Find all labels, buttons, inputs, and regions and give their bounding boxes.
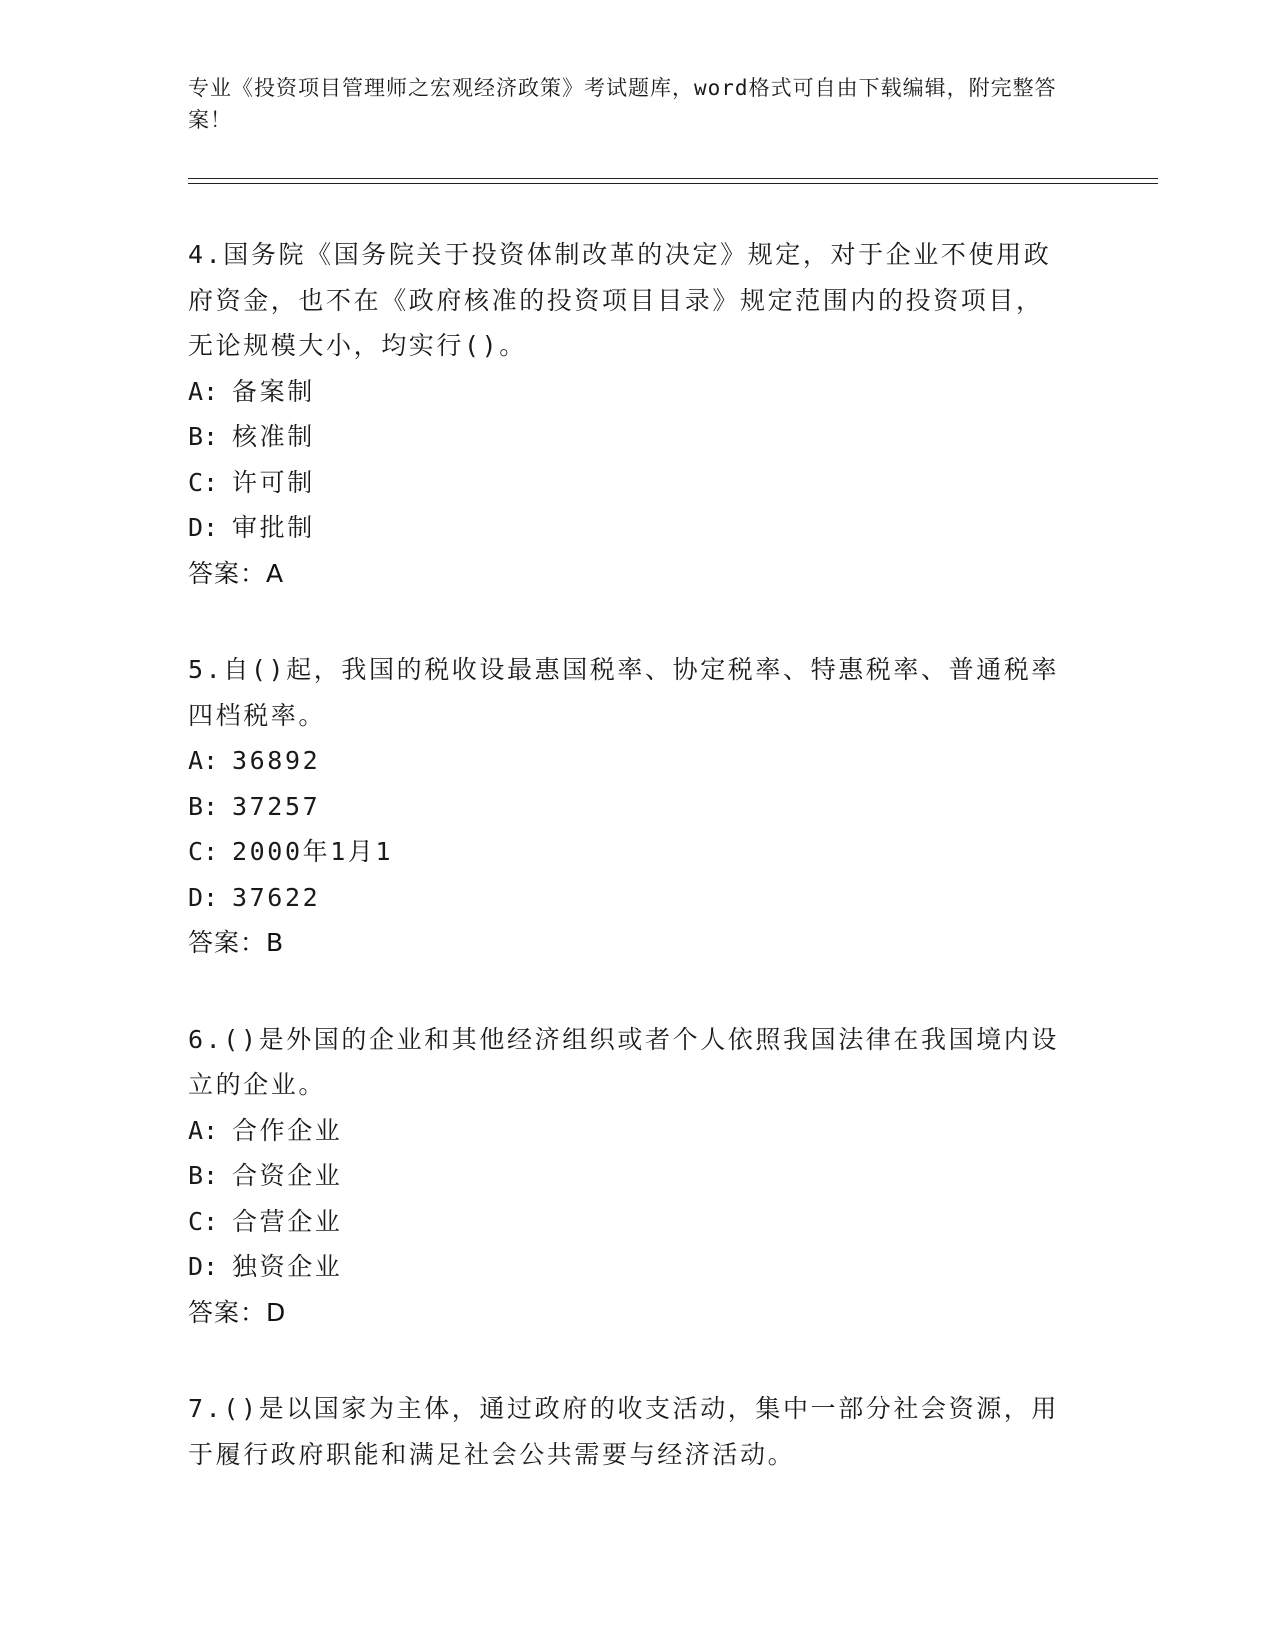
option-text: 合作企业 [232, 1115, 343, 1145]
option-b [188, 414, 1068, 460]
option-key: A: [188, 1115, 219, 1145]
option-a [188, 369, 1068, 415]
option-text: 37257 [232, 791, 321, 821]
option-b [188, 1153, 1068, 1199]
option-key: D: [188, 1252, 219, 1281]
header-double-rule [188, 178, 1158, 184]
question-5 [188, 647, 1068, 966]
answer-line: 答案：A [188, 558, 285, 588]
option-text: 审批制 [232, 513, 315, 542]
option-a [188, 738, 1068, 784]
question-stem: 4.国务院《国务院关于投资体制改革的决定》规定，对于企业不使用政府资金，也不在《政府核准的投资项目目录》规定范围内的投资项目，无论规模大小，均实行()。 [188, 240, 1052, 360]
question-stem: 6.()是外国的企业和其他经济组织或者个人依照我国法律在我国境内设立的企业。 [188, 1024, 1060, 1099]
question-stem: 7.()是以国家为主体，通过政府的收支活动，集中一部分社会资源，用于履行政府职能和满足社会公共需要与经济活动。 [188, 1394, 1060, 1469]
option-text: 备案制 [232, 376, 315, 406]
answer-line: 答案：D [188, 1297, 287, 1327]
header-note: 专业《投资项目管理师之宏观经济政策》考试题库，word格式可自由下载编辑，附完整答案！ [188, 76, 1057, 132]
option-text: 核准制 [232, 422, 315, 451]
option-key: C: [188, 467, 219, 497]
option-key: D: [188, 513, 219, 542]
option-key: B: [188, 422, 219, 451]
option-text: 合营企业 [232, 1206, 343, 1236]
option-key: A: [188, 376, 219, 406]
option-text: 36892 [232, 746, 321, 775]
option-d [188, 875, 1068, 921]
option-key: C: [188, 1206, 219, 1236]
option-key: B: [188, 791, 219, 821]
option-key: A: [188, 746, 219, 775]
question-6 [188, 1017, 1068, 1336]
option-text: 37622 [232, 882, 321, 912]
option-b [188, 784, 1068, 830]
option-text: 独资企业 [232, 1252, 343, 1281]
option-d [188, 1244, 1068, 1290]
option-text: 许可制 [232, 467, 315, 497]
option-text: 2000年1月1 [232, 837, 394, 866]
question-stem: 5.自()起，我国的税收设最惠国税率、协定税率、特惠税率、普通税率四档税率。 [188, 655, 1060, 730]
question-list [188, 232, 1068, 1528]
option-key: D: [188, 882, 219, 912]
option-text: 合资企业 [232, 1161, 343, 1190]
question-7 [188, 1386, 1068, 1477]
option-c [188, 829, 1068, 875]
option-c [188, 460, 1068, 506]
option-key: C: [188, 837, 219, 866]
option-key: B: [188, 1161, 219, 1190]
option-d [188, 505, 1068, 551]
answer-line: 答案：B [188, 928, 285, 957]
option-a [188, 1108, 1068, 1154]
option-c [188, 1199, 1068, 1245]
question-4 [188, 232, 1068, 596]
